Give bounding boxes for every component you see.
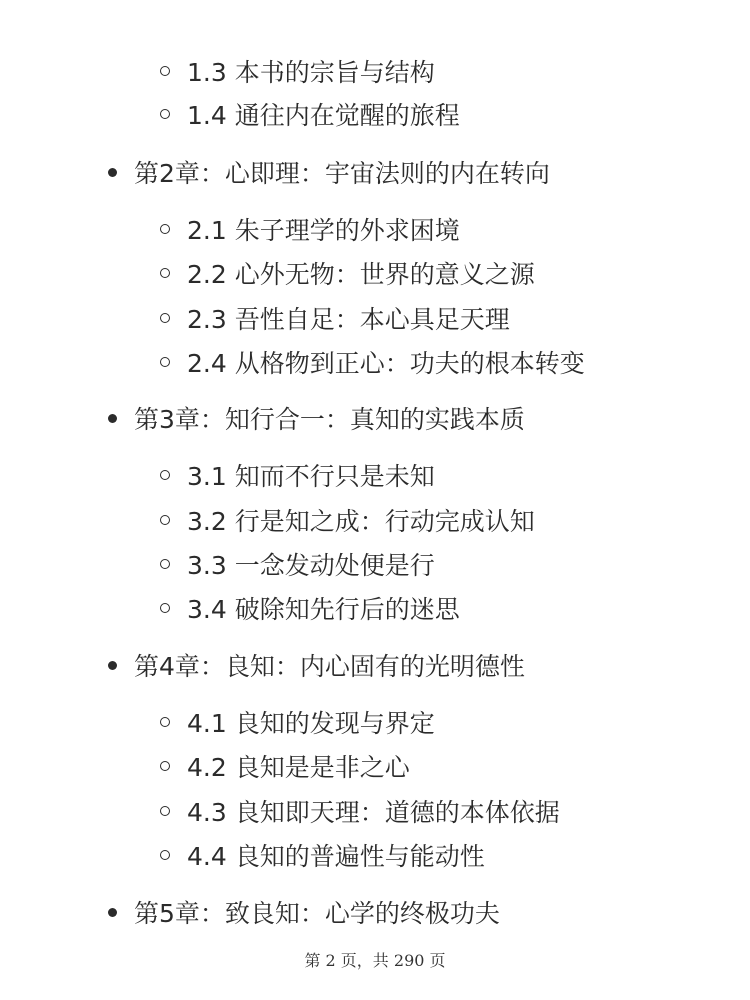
disc-bullet-icon [108,661,117,670]
toc-section-label: 2.4 从格物到正心：功夫的根本转变 [187,349,585,378]
toc-chapter [108,890,500,934]
toc-section-label: 1.3 本书的宗旨与结构 [187,58,435,87]
toc-section [160,251,535,295]
toc-section-label: 3.3 一念发动处便是行 [187,551,435,580]
page-number-footer: 第 2 页，共 290 页 [304,951,446,970]
toc-section-label: 4.4 良知的普遍性与能动性 [187,842,485,871]
circle-bullet-icon [160,313,170,323]
disc-bullet-icon [108,168,117,177]
toc-section-label: 2.1 朱子理学的外求困境 [187,216,460,245]
toc-section-label: 1.4 通往内在觉醒的旅程 [187,101,460,130]
toc-section [160,207,460,251]
toc-section [160,586,460,630]
toc-section [160,700,435,744]
toc-section-label: 3.2 行是知之成：行动完成认知 [187,507,535,536]
circle-bullet-icon [160,806,170,816]
toc-section [160,789,560,833]
circle-bullet-icon [160,717,170,727]
toc-chapter-label: 第2章：心即理：宇宙法则的内在转向 [134,159,550,188]
circle-bullet-icon [160,761,170,771]
toc-chapter [108,150,550,194]
toc-section [160,296,510,340]
toc-section [160,453,435,497]
circle-bullet-icon [160,109,170,119]
toc-section [160,49,435,93]
toc-section [160,744,410,788]
toc-chapter-label: 第5章：致良知：心学的终极功夫 [134,899,500,928]
disc-bullet-icon [108,908,117,917]
toc-section [160,340,585,384]
circle-bullet-icon [160,603,170,613]
circle-bullet-icon [160,224,170,234]
toc-section-label: 3.4 破除知先行后的迷思 [187,595,460,624]
toc-section-label: 2.2 心外无物：世界的意义之源 [187,260,535,289]
toc-chapter-label: 第3章：知行合一：真知的实践本质 [134,405,525,434]
toc-section-label: 3.1 知而不行只是未知 [187,462,435,491]
circle-bullet-icon [160,470,170,480]
disc-bullet-icon [108,414,117,423]
circle-bullet-icon [160,559,170,569]
circle-bullet-icon [160,66,170,76]
toc-section-label: 4.2 良知是是非之心 [187,753,410,782]
toc-section [160,498,535,542]
toc-section-label: 2.3 吾性自足：本心具足天理 [187,305,510,334]
circle-bullet-icon [160,850,170,860]
circle-bullet-icon [160,515,170,525]
circle-bullet-icon [160,357,170,367]
toc-chapter-label: 第4章：良知：内心固有的光明德性 [134,652,525,681]
toc-chapter [108,396,525,440]
toc-section [160,542,435,586]
toc-section-label: 4.1 良知的发现与界定 [187,709,435,738]
toc-section [160,833,485,877]
toc-chapter [108,643,525,687]
toc-section [160,92,460,136]
circle-bullet-icon [160,268,170,278]
toc-section-label: 4.3 良知即天理：道德的本体依据 [187,798,560,827]
